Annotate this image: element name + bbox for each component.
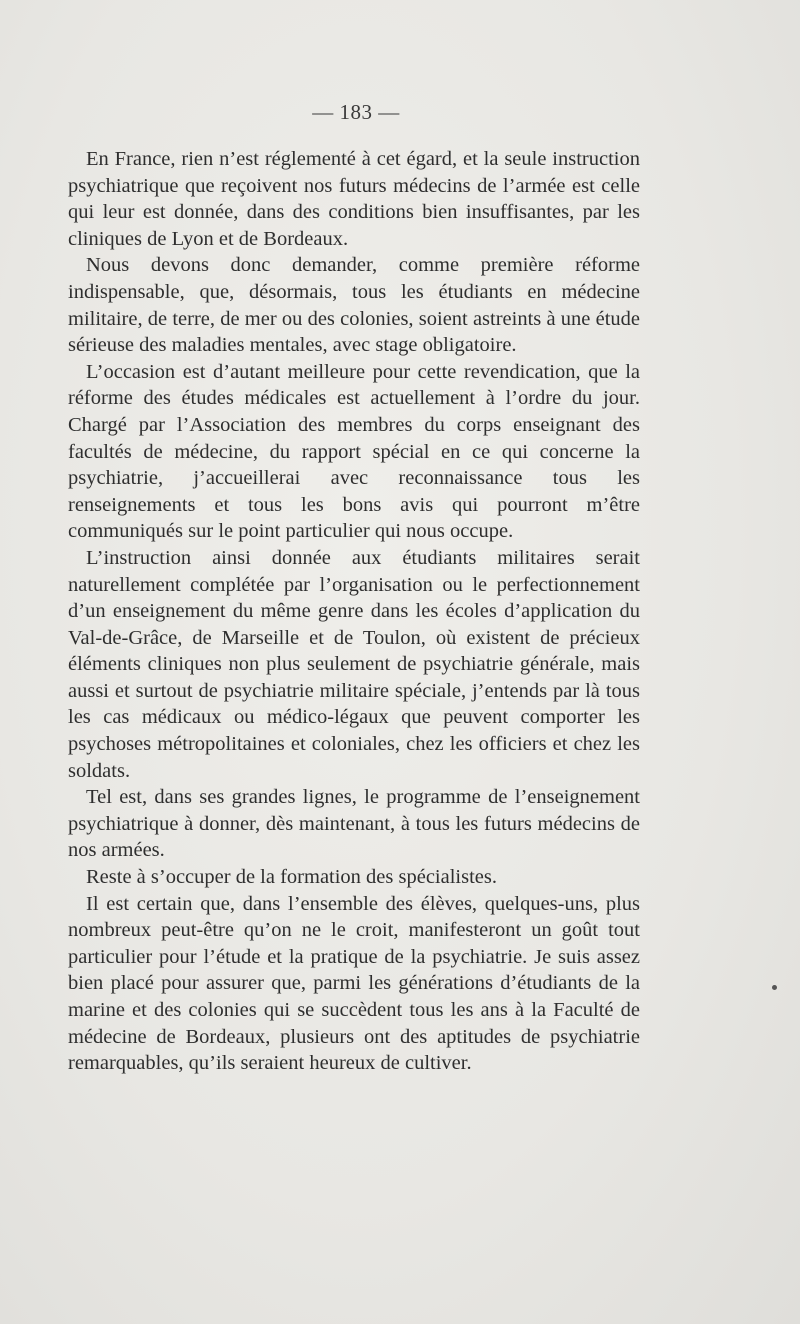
page-number: — 183 — [312,100,400,124]
paragraph-2: Nous devons donc demander, comme première réforme indispensable, que, désormais, tous les étudiants en médecine militaire, de terre, de mer ou des colonies, soient astreints à une étude sérieuse des maladies mentales, avec stage obligatoire. [68,254,640,357]
paragraph-4: L’instruction ainsi donnée aux étudiants militaires serait naturellement complétée par l’organisation ou le perfectionnement d’un enseignement du même genre dans les écoles d’application du Val-de-Grâce, de Marseille et de Toulon, où existent de précieux éléments cliniques non plus seulement de psychiatrie générale, mais aussi et surtout de psychiatrie militaire spéciale, j’entends par là tous les cas médicaux ou médico-légaux que peuvent comporter les psychoses métropolitaines et coloniales, chez les officiers et chez les soldats. [68,546,640,782]
paragraph-3: L’occasion est d’autant meilleure pour cette revendication, que la réforme des études médicales est actuellement à l’ordre du jour. Chargé par l’Association des membres du corps enseignant des facultés de médecine, du rapport spécial en ce qui concerne la psychiatrie, j’accueillerai avec reconnaissance tous les renseignements et tous les bons avis qui pourront m’être communiqués sur le point particulier qui nous occupe. [68,360,640,543]
ink-speck [772,985,777,990]
body-text [68,146,640,1077]
paragraph-6: Reste à s’occuper de la formation des spécialistes. [86,866,497,889]
paragraph-7: Il est certain que, dans l’ensemble des élèves, quelques-uns, plus nombreux peut-être qu’on ne le croit, manifesteront un goût tout particulier pour l’étude et la pratique de la psychiatrie. Je suis assez bien placé pour assurer que, parmi les générations d’étudiants de la marine et des colonies qui se succèdent tous les ans à la Faculté de médecine de Bordeaux, plusieurs ont des aptitudes de psychiatrie remarquables, qu’ils seraient heureux de cultiver. [68,892,640,1075]
paragraph-1: En France, rien n’est réglementé à cet égard, et la seule instruction psychiatrique que reçoivent nos futurs médecins de l’armée est celle qui leur est donnée, dans des conditions bien insuffisantes, par les cliniques de Lyon et de Bordeaux. [68,148,640,250]
paragraph-5: Tel est, dans ses grandes lignes, le programme de l’enseignement psychiatrique à donner, dès maintenant, à tous les futurs médecins de nos armées. [68,786,640,862]
